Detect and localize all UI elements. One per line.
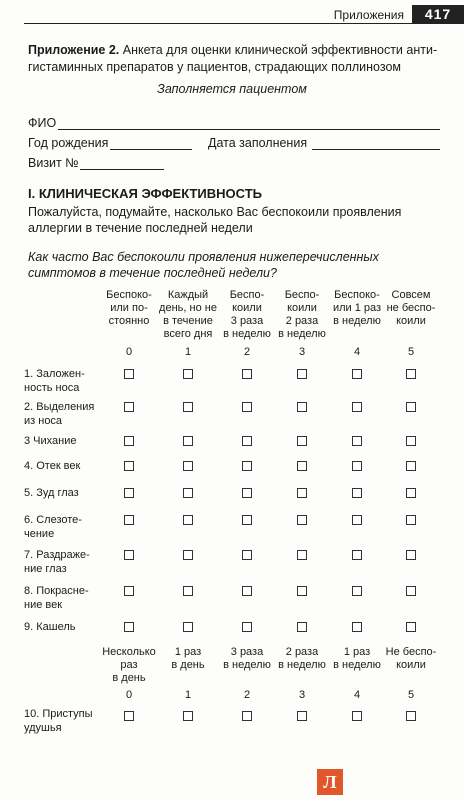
scale2-header: Несколько раз в день [102,646,156,684]
section-question: Как часто Вас беспокоили проявления нижеперечисленных симптомов в течение последней недели? [28,250,379,280]
rating-checkbox[interactable] [242,515,252,525]
rating-checkbox[interactable] [352,461,362,471]
rating-checkbox[interactable] [297,515,307,525]
rating-checkbox[interactable] [124,515,134,525]
appendix-label: Приложение 2. [28,43,120,57]
rating-checkbox[interactable] [297,586,307,596]
rating-checkbox[interactable] [352,515,362,525]
symptom-label: 2. Выделения из носа [24,401,95,427]
name-field[interactable] [58,129,440,130]
rating-checkbox[interactable] [352,550,362,560]
rating-checkbox[interactable] [242,586,252,596]
rating-checkbox[interactable] [406,461,416,471]
scale2-number: 1 [184,689,192,701]
header-rule [24,23,464,24]
rating-checkbox[interactable] [124,461,134,471]
rating-checkbox[interactable] [124,436,134,446]
rating-checkbox[interactable] [242,550,252,560]
rating-checkbox[interactable] [124,488,134,498]
symptom-label: 8. Покрасне- ние век [24,585,89,611]
rating-checkbox[interactable] [242,622,252,632]
rating-checkbox[interactable] [352,488,362,498]
rating-checkbox[interactable] [406,515,416,525]
section-title: I. КЛИНИЧЕСКАЯ ЭФФЕКТИВНОСТЬ [28,186,262,201]
page-number: 417 [412,5,464,23]
rating-checkbox[interactable] [242,488,252,498]
scale2-header: Не беспо- коили [385,646,437,671]
rating-checkbox[interactable] [242,402,252,412]
rating-checkbox[interactable] [242,711,252,721]
rating-checkbox[interactable] [183,461,193,471]
name-label: ФИО [28,116,57,130]
symptom-label: 10. Приступы удушья [24,708,93,734]
scale2-number: 5 [407,689,415,701]
scale1-header: Беспоко- или 1 раз в неделю [332,289,382,327]
rating-checkbox[interactable] [297,461,307,471]
rating-checkbox[interactable] [183,622,193,632]
rating-checkbox[interactable] [124,622,134,632]
rating-checkbox[interactable] [242,461,252,471]
rating-checkbox[interactable] [183,586,193,596]
rating-checkbox[interactable] [242,436,252,446]
scale1-number: 0 [125,346,133,358]
scale1-number: 4 [353,346,361,358]
symptom-label: 6. Слезоте- чение [24,514,82,540]
scale2-header: 1 раз в неделю [333,646,381,671]
visit-label: Визит № [28,156,79,170]
publisher-logo: Л [317,769,343,795]
scale1-header: Беспо- коили 3 раза в неделю [223,289,271,340]
scale1-header: Беспо- коили 2 раза в неделю [278,289,326,340]
rating-checkbox[interactable] [183,550,193,560]
symptom-label: 4. Отек век [24,460,81,472]
symptom-label: 7. Раздраже- ние глаз [24,549,90,575]
scale1-header: Совсем не беспо- коили [386,289,436,327]
scale1-number: 2 [243,346,251,358]
rating-checkbox[interactable] [124,402,134,412]
rating-checkbox[interactable] [406,369,416,379]
rating-checkbox[interactable] [406,436,416,446]
symptom-label: 3 Чихание [24,435,77,447]
rating-checkbox[interactable] [352,402,362,412]
rating-checkbox[interactable] [352,436,362,446]
scale1-number: 5 [407,346,415,358]
scale1-number: 3 [298,346,306,358]
rating-checkbox[interactable] [297,488,307,498]
rating-checkbox[interactable] [297,711,307,721]
rating-checkbox[interactable] [183,488,193,498]
scale2-number: 0 [125,689,133,701]
rating-checkbox[interactable] [124,369,134,379]
rating-checkbox[interactable] [406,586,416,596]
rating-checkbox[interactable] [352,711,362,721]
rating-checkbox[interactable] [297,550,307,560]
fill-date-field[interactable] [312,149,440,150]
rating-checkbox[interactable] [124,711,134,721]
scale2-header: 1 раз в день [171,646,205,671]
symptom-label: 1. Заложен- ность носа [24,368,85,394]
rating-checkbox[interactable] [406,622,416,632]
filled-by-note: Заполняется пациентом [157,82,307,96]
scale1-number: 1 [184,346,192,358]
section-instruction: Пожалуйста, подумайте, насколько Вас беспокоили проявления аллергии в течение последней недели [28,205,402,235]
rating-checkbox[interactable] [352,622,362,632]
rating-checkbox[interactable] [124,586,134,596]
rating-checkbox[interactable] [406,402,416,412]
rating-checkbox[interactable] [406,711,416,721]
symptom-label: 9. Кашель [24,621,76,633]
scale2-header: 3 раза в неделю [223,646,271,671]
appendix-title [28,42,448,76]
rating-checkbox[interactable] [297,402,307,412]
rating-checkbox[interactable] [297,436,307,446]
rating-checkbox[interactable] [352,586,362,596]
symptom-label: 5. Зуд глаз [24,487,79,499]
rating-checkbox[interactable] [183,436,193,446]
fill-date-label: Дата заполнения [208,136,308,150]
scale1-header: Каждый день, но не в течение всего дня [159,289,217,340]
running-header: Приложения [333,8,404,22]
scale2-header: 2 раза в неделю [278,646,326,671]
rating-checkbox[interactable] [242,369,252,379]
birth-year-label: Год рождения [28,136,109,150]
rating-checkbox[interactable] [183,402,193,412]
scale2-number: 2 [243,689,251,701]
scale2-number: 4 [353,689,361,701]
rating-checkbox[interactable] [183,711,193,721]
scale2-number: 3 [298,689,306,701]
visit-field[interactable] [80,169,164,170]
scale1-header: Беспоко- или по- стоянно [106,289,152,327]
appendix-description: Анкета для оценки клинической эффективности анти-гистаминных препаратов у пациентов, страдающих поллинозом [28,43,438,74]
rating-checkbox[interactable] [297,369,307,379]
rating-checkbox[interactable] [124,550,134,560]
rating-checkbox[interactable] [297,622,307,632]
rating-checkbox[interactable] [183,369,193,379]
rating-checkbox[interactable] [406,550,416,560]
rating-checkbox[interactable] [406,488,416,498]
rating-checkbox[interactable] [183,515,193,525]
birth-year-field[interactable] [110,149,192,150]
rating-checkbox[interactable] [352,369,362,379]
